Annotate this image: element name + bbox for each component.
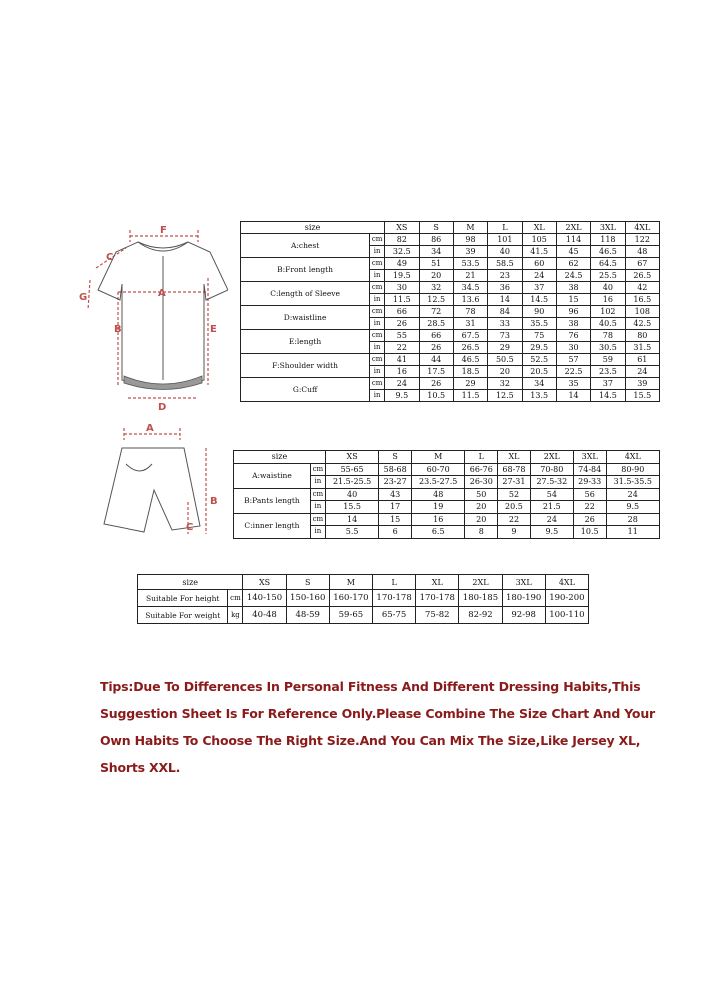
jersey-letter-f: F [160, 225, 167, 236]
size-column-header: 4XL [625, 222, 659, 234]
table-row [241, 354, 660, 366]
table-row [138, 607, 589, 624]
value-cell: 55 [385, 330, 419, 342]
value-cell: 22.5 [556, 366, 590, 378]
unit-cell: cm [228, 590, 243, 607]
size-column-header: XS [325, 451, 378, 464]
value-cell: 16.5 [625, 294, 659, 306]
unit-cell: in [310, 501, 325, 514]
unit-cell: in [370, 318, 385, 330]
value-cell: 39 [625, 378, 659, 390]
value-cell: 22 [498, 513, 531, 526]
header-row [138, 575, 589, 590]
value-cell: 15.5 [625, 390, 659, 402]
size-column-header: 2XL [556, 222, 590, 234]
value-cell: 64.5 [591, 258, 625, 270]
size-column-header: L [465, 451, 498, 464]
value-cell: 14 [556, 390, 590, 402]
size-column-header: L [373, 575, 416, 590]
measurement-label: G:Cuff [241, 378, 370, 402]
tips-line: Tips:Due To Differences In Personal Fitness And Different Dressing Habits,This [100, 679, 641, 694]
table-row [241, 330, 660, 342]
value-cell: 49 [385, 258, 419, 270]
jersey-size-table [240, 221, 660, 402]
unit-cell: cm [370, 378, 385, 390]
unit-cell: in [370, 294, 385, 306]
table-row [241, 234, 660, 246]
unit-cell: cm [370, 258, 385, 270]
value-cell: 90 [522, 306, 556, 318]
value-cell: 65-75 [373, 607, 416, 624]
table-row [241, 378, 660, 390]
value-cell: 75 [522, 330, 556, 342]
value-cell: 23-27 [379, 476, 412, 489]
value-cell: 76 [556, 330, 590, 342]
value-cell: 14.5 [522, 294, 556, 306]
value-cell: 78 [453, 306, 487, 318]
value-cell: 118 [591, 234, 625, 246]
jersey-letter-c: C [106, 252, 114, 263]
unit-cell: cm [310, 463, 325, 476]
value-cell: 21.5-25.5 [325, 476, 378, 489]
size-column-header: M [329, 575, 372, 590]
value-cell: 60 [522, 258, 556, 270]
value-cell: 24 [522, 270, 556, 282]
value-cell: 18.5 [453, 366, 487, 378]
value-cell: 16 [412, 513, 465, 526]
value-cell: 16 [385, 366, 419, 378]
value-cell: 26.5 [625, 270, 659, 282]
measurement-label: D:waistline [241, 306, 370, 330]
value-cell: 21 [453, 270, 487, 282]
unit-cell: cm [310, 488, 325, 501]
value-cell: 19 [412, 501, 465, 514]
value-cell: 26 [419, 378, 453, 390]
tips-line: Shorts XXL. [100, 760, 181, 775]
shorts-size-table [233, 450, 660, 539]
value-cell: 30 [385, 282, 419, 294]
value-cell: 66-76 [465, 463, 498, 476]
value-cell: 122 [625, 234, 659, 246]
size-column-header: 3XL [502, 575, 545, 590]
value-cell: 38 [556, 282, 590, 294]
shorts-outline-icon [100, 420, 220, 540]
value-cell: 15.5 [325, 501, 378, 514]
unit-cell: cm [370, 354, 385, 366]
value-cell: 43 [379, 488, 412, 501]
shorts-letter-c: C [186, 522, 194, 533]
size-column-header: M [453, 222, 487, 234]
value-cell: 100-110 [545, 607, 588, 624]
table-row [234, 513, 660, 526]
size-column-header: 2XL [459, 575, 502, 590]
unit-cell: cm [370, 234, 385, 246]
value-cell: 6.5 [412, 526, 465, 539]
size-column-header: S [286, 575, 329, 590]
value-cell: 19.5 [385, 270, 419, 282]
value-cell: 180-185 [459, 590, 502, 607]
value-cell: 15 [556, 294, 590, 306]
value-cell: 98 [453, 234, 487, 246]
value-cell: 20.5 [498, 501, 531, 514]
value-cell: 58.5 [488, 258, 522, 270]
size-column-header: 2XL [530, 451, 573, 464]
value-cell: 30 [556, 342, 590, 354]
value-cell: 101 [488, 234, 522, 246]
value-cell: 48 [412, 488, 465, 501]
measurement-label: C:inner length [234, 513, 311, 538]
unit-cell: cm [370, 282, 385, 294]
size-column-header: XL [498, 451, 531, 464]
table-row [241, 306, 660, 318]
shorts-letter-b: B [210, 496, 218, 507]
value-cell: 24.5 [556, 270, 590, 282]
value-cell: 37 [522, 282, 556, 294]
size-column-header: XL [522, 222, 556, 234]
value-cell: 75-82 [416, 607, 459, 624]
value-cell: 29.5 [522, 342, 556, 354]
value-cell: 5.5 [325, 526, 378, 539]
value-cell: 41.5 [522, 246, 556, 258]
unit-cell: kg [228, 607, 243, 624]
value-cell: 10.5 [419, 390, 453, 402]
value-cell: 16 [591, 294, 625, 306]
value-cell: 46.5 [591, 246, 625, 258]
value-cell: 26 [385, 318, 419, 330]
value-cell: 180-190 [502, 590, 545, 607]
value-cell: 114 [556, 234, 590, 246]
value-cell: 108 [625, 306, 659, 318]
value-cell: 29-33 [573, 476, 606, 489]
size-header-cell: size [138, 575, 243, 590]
value-cell: 102 [591, 306, 625, 318]
value-cell: 31 [453, 318, 487, 330]
value-cell: 33 [488, 318, 522, 330]
value-cell: 59 [591, 354, 625, 366]
value-cell: 9.5 [606, 501, 659, 514]
value-cell: 50.5 [488, 354, 522, 366]
header-row [234, 451, 660, 464]
value-cell: 45 [556, 246, 590, 258]
unit-cell: in [370, 270, 385, 282]
jersey-outline-icon [78, 220, 228, 410]
value-cell: 170-178 [416, 590, 459, 607]
measurement-label: A:chest [241, 234, 370, 258]
value-cell: 42 [625, 282, 659, 294]
value-cell: 32 [488, 378, 522, 390]
size-column-header: XL [416, 575, 459, 590]
value-cell: 28 [606, 513, 659, 526]
value-cell: 30.5 [591, 342, 625, 354]
value-cell: 52 [498, 488, 531, 501]
value-cell: 20 [419, 270, 453, 282]
value-cell: 82 [385, 234, 419, 246]
value-cell: 12.5 [488, 390, 522, 402]
value-cell: 15 [379, 513, 412, 526]
value-cell: 17 [379, 501, 412, 514]
unit-cell: in [370, 366, 385, 378]
size-column-header: M [412, 451, 465, 464]
value-cell: 54 [530, 488, 573, 501]
value-cell: 59-65 [329, 607, 372, 624]
value-cell: 52.5 [522, 354, 556, 366]
value-cell: 70-80 [530, 463, 573, 476]
value-cell: 26.5 [453, 342, 487, 354]
value-cell: 26 [573, 513, 606, 526]
value-cell: 29 [488, 342, 522, 354]
value-cell: 78 [591, 330, 625, 342]
value-cell: 46.5 [453, 354, 487, 366]
value-cell: 35.5 [522, 318, 556, 330]
measurement-label: C:length of Sleeve [241, 282, 370, 306]
value-cell: 32.5 [385, 246, 419, 258]
shorts-letter-a: A [146, 423, 154, 434]
tips-text [100, 673, 660, 781]
size-header-cell: size [241, 222, 385, 234]
table-row [234, 463, 660, 476]
value-cell: 92-98 [502, 607, 545, 624]
measurement-label: F:Shoulder width [241, 354, 370, 378]
value-cell: 160-170 [329, 590, 372, 607]
jersey-letter-a: A [158, 288, 166, 299]
measurement-label: A:waistine [234, 463, 311, 488]
value-cell: 73 [488, 330, 522, 342]
value-cell: 48 [625, 246, 659, 258]
value-cell: 68-78 [498, 463, 531, 476]
value-cell: 21.5 [530, 501, 573, 514]
table-row [241, 282, 660, 294]
unit-cell: in [310, 476, 325, 489]
value-cell: 11 [606, 526, 659, 539]
value-cell: 24 [385, 378, 419, 390]
value-cell: 23.5 [591, 366, 625, 378]
value-cell: 22 [385, 342, 419, 354]
value-cell: 27-31 [498, 476, 531, 489]
value-cell: 82-92 [459, 607, 502, 624]
value-cell: 50 [465, 488, 498, 501]
table-row [241, 258, 660, 270]
size-column-header: XS [385, 222, 419, 234]
value-cell: 14.5 [591, 390, 625, 402]
value-cell: 67 [625, 258, 659, 270]
value-cell: 25.5 [591, 270, 625, 282]
value-cell: 20.5 [522, 366, 556, 378]
value-cell: 56 [573, 488, 606, 501]
header-row [241, 222, 660, 234]
value-cell: 20 [488, 366, 522, 378]
value-cell: 11.5 [385, 294, 419, 306]
value-cell: 34 [522, 378, 556, 390]
measurement-label: B:Front length [241, 258, 370, 282]
value-cell: 66 [419, 330, 453, 342]
value-cell: 10.5 [573, 526, 606, 539]
unit-cell: in [370, 246, 385, 258]
value-cell: 96 [556, 306, 590, 318]
value-cell: 38 [556, 318, 590, 330]
jersey-letter-b: B [114, 324, 122, 335]
value-cell: 86 [419, 234, 453, 246]
value-cell: 37 [591, 378, 625, 390]
value-cell: 55-65 [325, 463, 378, 476]
value-cell: 140-150 [243, 590, 286, 607]
value-cell: 24 [530, 513, 573, 526]
value-cell: 40 [488, 246, 522, 258]
value-cell: 34.5 [453, 282, 487, 294]
size-column-header: S [419, 222, 453, 234]
value-cell: 60-70 [412, 463, 465, 476]
value-cell: 170-178 [373, 590, 416, 607]
value-cell: 14 [325, 513, 378, 526]
value-cell: 14 [488, 294, 522, 306]
size-column-header: 4XL [545, 575, 588, 590]
value-cell: 23 [488, 270, 522, 282]
value-cell: 42.5 [625, 318, 659, 330]
value-cell: 23.5-27.5 [412, 476, 465, 489]
value-cell: 41 [385, 354, 419, 366]
value-cell: 9.5 [385, 390, 419, 402]
value-cell: 40 [325, 488, 378, 501]
fit-label: Suitable For weight [138, 607, 228, 624]
value-cell: 32 [419, 282, 453, 294]
value-cell: 6 [379, 526, 412, 539]
value-cell: 22 [573, 501, 606, 514]
value-cell: 44 [419, 354, 453, 366]
size-header-cell: size [234, 451, 326, 464]
value-cell: 9 [498, 526, 531, 539]
value-cell: 72 [419, 306, 453, 318]
value-cell: 66 [385, 306, 419, 318]
value-cell: 11.5 [453, 390, 487, 402]
value-cell: 74-84 [573, 463, 606, 476]
size-column-header: 4XL [606, 451, 659, 464]
value-cell: 9.5 [530, 526, 573, 539]
value-cell: 8 [465, 526, 498, 539]
value-cell: 84 [488, 306, 522, 318]
value-cell: 27.5-32 [530, 476, 573, 489]
value-cell: 13.5 [522, 390, 556, 402]
size-column-header: S [379, 451, 412, 464]
value-cell: 20 [465, 501, 498, 514]
tips-line: Suggestion Sheet Is For Reference Only.Please Combine The Size Chart And Your [100, 706, 655, 721]
value-cell: 57 [556, 354, 590, 366]
value-cell: 35 [556, 378, 590, 390]
value-cell: 190-200 [545, 590, 588, 607]
height-weight-table [137, 574, 589, 624]
value-cell: 80 [625, 330, 659, 342]
value-cell: 48-59 [286, 607, 329, 624]
fit-label: Suitable For height [138, 590, 228, 607]
value-cell: 40.5 [591, 318, 625, 330]
value-cell: 150-160 [286, 590, 329, 607]
value-cell: 53.5 [453, 258, 487, 270]
value-cell: 24 [625, 366, 659, 378]
value-cell: 40 [591, 282, 625, 294]
value-cell: 34 [419, 246, 453, 258]
value-cell: 31.5 [625, 342, 659, 354]
value-cell: 62 [556, 258, 590, 270]
table-row [138, 590, 589, 607]
value-cell: 17.5 [419, 366, 453, 378]
value-cell: 28.5 [419, 318, 453, 330]
value-cell: 51 [419, 258, 453, 270]
value-cell: 67.5 [453, 330, 487, 342]
value-cell: 39 [453, 246, 487, 258]
jersey-letter-g: G [79, 292, 88, 303]
value-cell: 61 [625, 354, 659, 366]
value-cell: 26 [419, 342, 453, 354]
unit-cell: cm [370, 330, 385, 342]
size-column-header: 3XL [591, 222, 625, 234]
jersey-letter-e: E [210, 324, 217, 335]
table-row [234, 488, 660, 501]
value-cell: 105 [522, 234, 556, 246]
jersey-letter-d: D [158, 402, 167, 410]
value-cell: 40-48 [243, 607, 286, 624]
measurement-label: B:Pants length [234, 488, 311, 513]
value-cell: 31.5-35.5 [606, 476, 659, 489]
unit-cell: cm [370, 306, 385, 318]
value-cell: 24 [606, 488, 659, 501]
value-cell: 80-90 [606, 463, 659, 476]
tips-line: Own Habits To Choose The Right Size.And You Can Mix The Size,Like Jersey XL, [100, 733, 641, 748]
value-cell: 58-68 [379, 463, 412, 476]
value-cell: 13.6 [453, 294, 487, 306]
size-column-header: XS [243, 575, 286, 590]
unit-cell: in [310, 526, 325, 539]
value-cell: 36 [488, 282, 522, 294]
value-cell: 12.5 [419, 294, 453, 306]
unit-cell: in [370, 342, 385, 354]
value-cell: 26-30 [465, 476, 498, 489]
measurement-label: E:length [241, 330, 370, 354]
value-cell: 29 [453, 378, 487, 390]
size-column-header: 3XL [573, 451, 606, 464]
unit-cell: cm [310, 513, 325, 526]
unit-cell: in [370, 390, 385, 402]
value-cell: 20 [465, 513, 498, 526]
size-column-header: L [488, 222, 522, 234]
